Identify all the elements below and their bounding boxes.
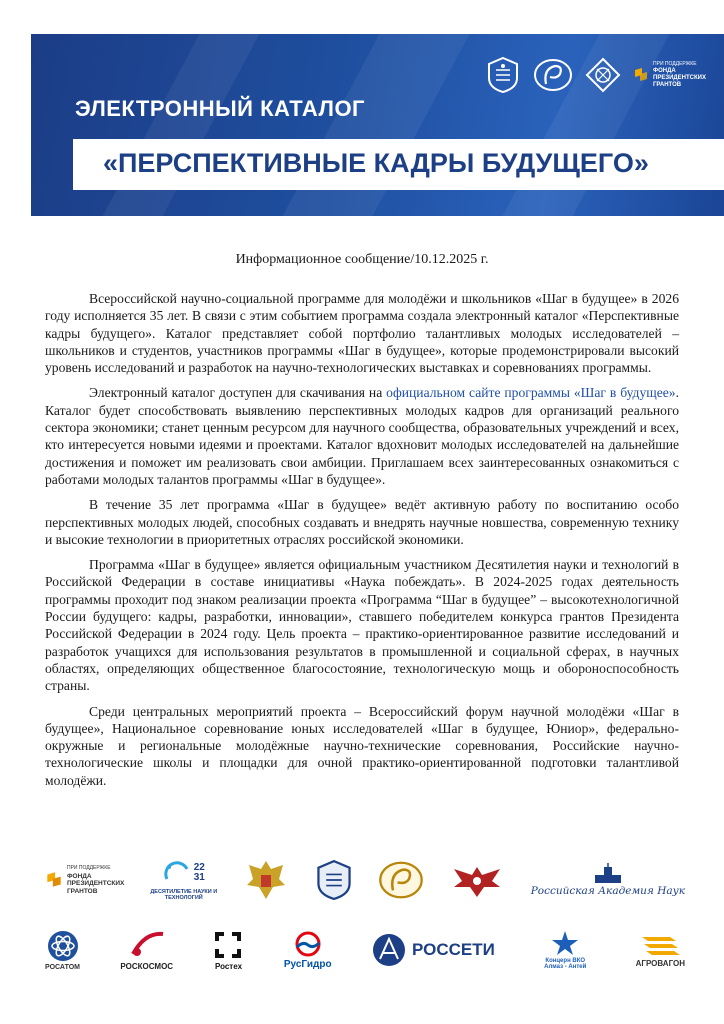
rosatom-atom-icon <box>47 930 79 962</box>
info-message-date: Информационное сообщение/10.12.2025 г. <box>235 252 489 267</box>
rosseti-globe-icon <box>372 933 406 967</box>
paragraph-3: В течение 35 лет программа «Шаг в будущее» ведёт активную работу по воспитанию особо перспективных молодых людей, способных создавать и внедрять научные новшества, современную технику и высокие технологии в приоритетных отраслях российской экономики. <box>45 497 679 547</box>
fpg-flag-icon <box>45 870 63 890</box>
fpg-small-label: ПРИ ПОДДЕРЖКЕ <box>653 61 697 67</box>
fpg-partner-line2: ПРЕЗИДЕНТСКИХ <box>67 880 125 887</box>
program-monogram-partner-icon <box>378 859 424 901</box>
paragraph-1: Всероссийской научно-социальной программе для молодёжи и школьников «Шаг в будущее» в 2026 году исполняется 35 лет. В связи с этим событием программа создала электронный каталог «Перспективные кадры будущего». Каталог представляет собой портфолио талантливых молодых исследователей – школьников и студентов, участников программы «Шаг в будущее», которые продемонстрировали высокий уровень исследований и разработок на научно-технологических выставках и соревнованиях программы. <box>45 291 679 376</box>
agrovagon-label: АГРОВАГОН <box>635 958 685 968</box>
rostec-squares-icon <box>213 930 243 960</box>
fpg-line3: ГРАНТОВ <box>653 82 682 88</box>
header-banner <box>31 34 724 216</box>
agrovagon-logo <box>636 933 685 968</box>
russian-coat-of-arms-icon <box>243 855 289 905</box>
decade-arc-icon <box>163 859 191 887</box>
title-box <box>73 139 724 190</box>
fpg-line1: ФОНДА <box>653 68 676 74</box>
society-emblem-icon <box>585 57 621 93</box>
paragraph-5: Среди центральных мероприятий проекта – Всероссийский форум научной молодёжи «Шаг в будущее», Национальное соревнование юных исследователей «Шаг в будущее, Юниор», федерально-окружные и региональные молодёжные научно-технические соревнования, Российские научно-технологические школы и площадки для очной практико-ориентированной подготовки талантливой молодёжи. <box>45 703 679 788</box>
paragraph-2-end: . Каталог будет способствовать выявлению перспективных молодых кадров для организаций реального сектора экономики; станет ценным ресурсом для научного сообщества, образовательных учреждений и всех, кто интересуется новыми идеями и проектами. Каталог вдохновит молодых исследователей на дальнейшие достижения и поможет им реализовать свои амбиции. Приглашаем всех заинтересованных ознакомиться с работами молодых талантов программы «Шаг в будущее». <box>45 385 679 487</box>
fpg-flag-icon <box>633 66 649 84</box>
fpg-line2: ПРЕЗИДЕНТСКИХ <box>653 75 706 81</box>
rostec-label: Ростех <box>214 961 243 971</box>
partner-logos-row-1 <box>45 850 685 910</box>
rushydro-wave-icon <box>291 931 325 957</box>
roscosmos-emblem-icon <box>127 930 167 960</box>
paragraph-2 <box>45 384 679 488</box>
article-body <box>45 290 679 797</box>
paragraph-2-start: Электронный каталог доступен для скачивания на <box>89 385 387 401</box>
almaz-antey-logo <box>535 930 595 970</box>
defense-ministry-eagle-icon <box>448 859 506 901</box>
fpg-partner-small: ПРИ ПОДДЕРЖКЕ <box>67 865 111 871</box>
fpg-partner-line3: ГРАНТОВ <box>67 887 98 895</box>
paragraph-4: Программа «Шаг в будущее» является официальным участником Десятилетия науки и технологий в Российской Федерации в составе инициативы «Наука побеждать». В 2024-2025 годах деятельность программы проходит под знаком реализации проекта «Программа “Шаг в будущее” – высокотехнологичной России будущего: кадры, разработки, инновации», ставшего победителем конкурса грантов Президента Российской Федерации в 2024 году. Цель проекта – практико-ориентированное развитие исследований и разработок учащихся для использования результатов в промышленной и социальной сферах, в научных областях, определяющих общественное благосостояние, технологическую мощь и обороноспособность страны. <box>45 557 679 694</box>
roscosmos-label: РОСКОСМОС <box>120 961 174 971</box>
almaz-antey-label: Концерн ВКО Алмаз - Антей <box>544 958 587 970</box>
almaz-antey-star-icon <box>550 930 580 956</box>
ras-building-icon <box>593 863 623 885</box>
official-site-link[interactable]: официальном сайте программы «Шаг в будущее» <box>386 385 676 401</box>
program-monogram-icon <box>533 57 573 93</box>
banner-logos <box>485 56 706 94</box>
bmstu-emblem-icon <box>485 56 521 94</box>
rosseti-label: РОССЕТИ <box>411 940 495 959</box>
decade-label: ДЕСЯТИЛЕТИЕ НАУКИ И ТЕХНОЛОГИЙ <box>150 889 218 901</box>
partner-logos-row-2 <box>45 922 685 978</box>
decade-science-logo <box>149 859 219 901</box>
catalog-label: ЭЛЕКТРОННЫЙ КАТАЛОГ <box>75 96 366 121</box>
decade-year-b: 31 <box>193 872 205 883</box>
fpg-partner-line1: ФОНДА <box>67 872 92 880</box>
rosatom-label: РОСАТОМ <box>45 963 80 971</box>
rosatom-logo <box>45 930 80 971</box>
ras-label: Российская Академия Наук <box>530 885 685 897</box>
roscosmos-logo <box>120 930 173 971</box>
bmstu-partner-emblem-icon <box>314 856 354 904</box>
fpg-partner-logo <box>45 865 124 895</box>
decade-year-a: 22 <box>193 862 205 873</box>
rosseti-logo <box>372 933 495 967</box>
agrovagon-chevrons-icon <box>640 933 680 957</box>
catalog-title: «ПЕРСПЕКТИВНЫЕ КАДРЫ БУДУЩЕГО» <box>103 148 649 178</box>
rostec-logo <box>213 930 243 971</box>
ras-logo <box>531 863 685 897</box>
rushydro-logo <box>284 931 332 970</box>
fpg-logo <box>633 61 706 89</box>
rushydro-label: РусГидро <box>283 958 332 970</box>
